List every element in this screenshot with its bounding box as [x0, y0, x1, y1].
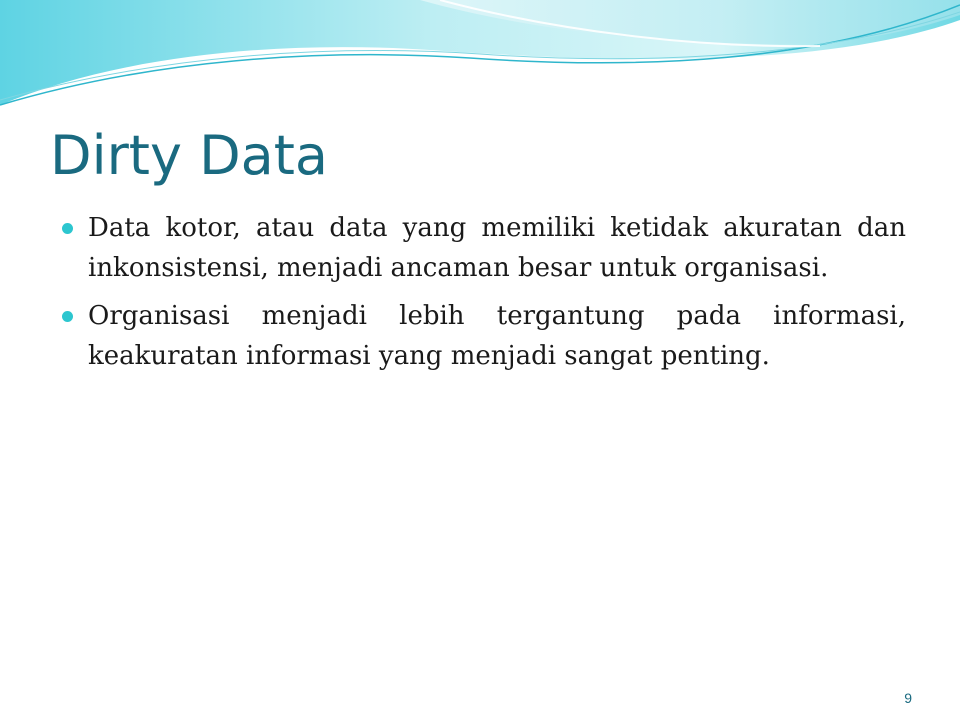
- bullet-text: Organisasi menjadi lebih tergantung pada informasi, keakuratan informasi yang menjadi sangat penting.: [88, 301, 906, 371]
- bullet-dot-icon: [62, 311, 73, 322]
- bullet-dot-icon: [62, 223, 73, 234]
- bullet-item: [60, 296, 906, 376]
- bullet-item: [60, 208, 906, 288]
- wave-header-decoration: [0, 0, 960, 120]
- page-number: 9: [904, 690, 912, 706]
- bullet-text: Data kotor, atau data yang memiliki ketidak akuratan dan inkonsistensi, menjadi ancaman besar untuk organisasi.: [88, 213, 906, 283]
- bullet-list: [60, 208, 906, 384]
- slide-title: Dirty Data: [50, 124, 329, 187]
